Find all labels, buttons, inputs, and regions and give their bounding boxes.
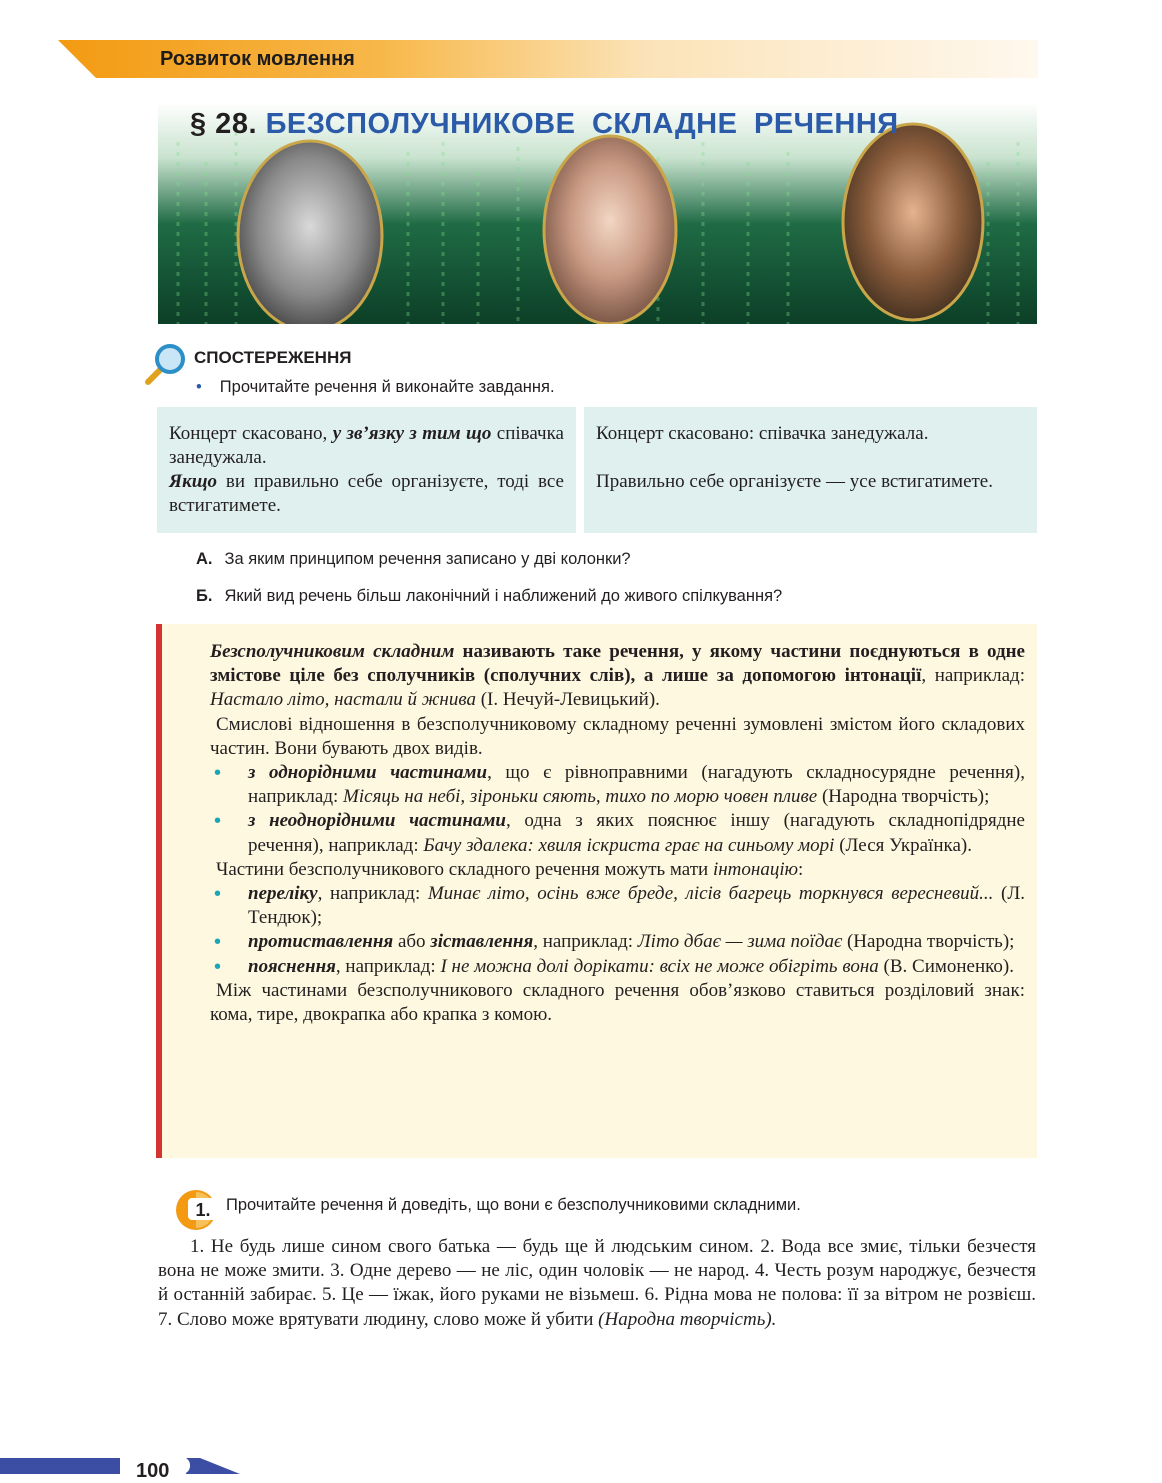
rule-paragraph-4: Між частинами безсполучникового складного речення обов’язково ставиться розділовий знак: кома, тире, двокрапка або крапка з комою. — [210, 979, 1025, 1026]
section-ribbon — [58, 40, 1038, 78]
observation-title: СПОСТЕРЕЖЕННЯ — [194, 348, 352, 367]
paragraph-title — [190, 108, 899, 141]
page-number: 100 — [136, 1460, 170, 1482]
bullet-icon: • — [214, 762, 222, 785]
question-a: А. За яким принципом речення записано у дві колонки? — [196, 550, 631, 568]
exercise-body: 1. Не будь лише сином свого батька — будь ще й людським сином. 2. Вода все змиє, тільки безчестя вона не може змити. 3. Одне дерево — не ліс, один чоловік — не народ. 4. Честь розум народжує, безчестя й останній забирає. 5. Це — їжак, його руками не візьмеш. 6. Рідна мова не полова: її за вітром не розвієш. 7. Слово може врятувати людину, слово може й убити (Народна творчість). — [158, 1236, 1036, 1330]
rule-intonation-1: • переліку, наприклад: Минає літо, осінь вже бреде, лісів багрець торкнувся вересневий... (Л. Тендюк); — [214, 883, 1025, 929]
example-column-right — [584, 407, 1037, 533]
right-sentence-2: Правильно себе організуєте — усе встигатимете. — [596, 471, 993, 492]
bullet-icon: • — [196, 378, 202, 396]
bullet-icon: • — [214, 955, 222, 978]
rule-kind-2: • з неоднорідними частинами, одна з яких пояснює іншу (нагадують складнопідрядне речення), наприклад: Бачу здалека: хвиля іскриста грає на синьому морі (Леся Українка). — [214, 810, 1025, 856]
rule-box — [156, 624, 1037, 1158]
paragraph-title-text: БЕЗСПОЛУЧНИКОВЕ СКЛАДНЕ РЕЧЕННЯ — [265, 108, 899, 140]
observation-instruction — [196, 378, 555, 397]
rule-intonation-2: • протиставлення або зіставлення, наприклад: Літо дбає — зима поїдає (Народна творчість); — [214, 931, 1015, 954]
right-sentence-1: Концерт скасовано: співачка занедужала. — [596, 423, 929, 444]
exercise-number: 1. — [195, 1200, 211, 1220]
rule-intonation-3: • пояснення, наприклад: І не можна долі дорікати: всіх не може обігріть вона (В. Симоненко). — [214, 955, 1014, 978]
rule-paragraph-2: Смислові відношення в безсполучниковому складному реченні зумовлені змістом його складових частин. Вони бувають двох видів. — [210, 713, 1025, 759]
paragraph-number: § 28. — [190, 108, 257, 140]
section-label: Розвиток мовлення — [160, 48, 355, 70]
bullet-icon: • — [214, 883, 222, 906]
bullet-icon: • — [214, 810, 222, 833]
left-sentence-2: Якщо ви правильно себе організуєте, тоді все встигатимете. — [169, 471, 564, 516]
question-b: Б. Який вид речень більш лаконічний і наближений до живого спілкування? — [196, 587, 783, 605]
left-sentence-1: Концерт скасовано, у зв’язку з тим що співачка занедужала. — [169, 423, 564, 468]
magnifier-icon — [140, 342, 188, 388]
rule-definition: Безсполучниковим складним називають таке речення, у якому частини поєднуються в одне змістове ціле без сполучників (сполучних слів), а лише за допомогою інтонації, наприклад: Настало літо, настали й жнива (І. Нечуй-Левицький). — [210, 641, 1025, 711]
rule-kind-1: • з однорідними частинами, що є рівноправними (нагадують складносурядне речення), наприклад: Місяць на небі, зіроньки сяють, тихо по морю човен пливе (Народна творчість); — [214, 762, 1025, 808]
footer-bar — [0, 1458, 240, 1474]
example-column-left — [157, 407, 576, 533]
bullet-icon: • — [214, 931, 222, 954]
rule-paragraph-3: Частини безсполучникового складного речення можуть мати інтонацію: — [216, 858, 804, 880]
instruction-text: Прочитайте речення й виконайте завдання. — [219, 378, 555, 396]
exercise-task: Прочитайте речення й доведіть, що вони є безсполучниковими складними. — [226, 1196, 801, 1214]
exercise-number-badge — [174, 1188, 222, 1232]
